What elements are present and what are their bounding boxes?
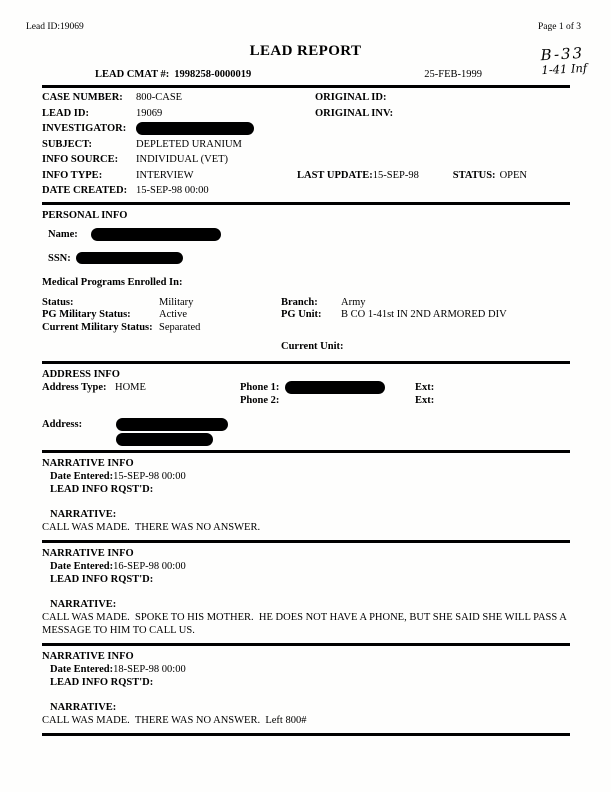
section-divider [42, 361, 570, 364]
info-type-row [42, 168, 570, 184]
info-source-label: INFO SOURCE: [42, 154, 119, 165]
section-divider [42, 733, 570, 736]
spacer [42, 394, 240, 407]
last-update-label: LAST UPDATE: [297, 169, 373, 181]
narrative-section-3 [42, 643, 570, 730]
address-row-2 [42, 433, 570, 446]
status-value: Military [159, 296, 194, 308]
ext1-label: Ext: [415, 381, 435, 393]
date-entered-value: 16-SEP-98 00:00 [113, 560, 186, 572]
info-source-value: INDIVIDUAL (VET) [136, 154, 229, 165]
phone2-row [42, 394, 570, 407]
status-value: OPEN [499, 169, 527, 181]
current-military-status-value: Separated [159, 321, 201, 333]
narrative-text: CALL WAS MADE. THERE WAS NO ANSWER. Left 800# [42, 714, 307, 726]
info-type-value: INTERVIEW [136, 169, 194, 181]
ssn-row [42, 250, 570, 267]
pg-unit-value: B CO 1-41st IN 2ND ARMORED DIV [341, 309, 507, 320]
date-created-value: 15-SEP-98 00:00 [136, 185, 209, 196]
name-row [42, 226, 570, 243]
redaction-bar [285, 381, 385, 394]
case-info-section [42, 90, 570, 199]
redaction-bar [136, 122, 254, 135]
subject-label: SUBJECT: [42, 138, 92, 150]
current-military-status-row [42, 322, 570, 335]
handwritten-unit: 1-41 Inf [541, 61, 588, 78]
date-entered-label: Date Entered: [50, 663, 114, 675]
narrative-info-title: NARRATIVE INFO [42, 457, 134, 469]
redaction-bar [76, 252, 183, 264]
date-entered-row [42, 470, 570, 483]
redaction-bar [116, 418, 228, 431]
address-type-label: Address Type: [42, 381, 107, 393]
subject-value: DEPLETED URANIUM [136, 138, 242, 150]
case-number-label: CASE NUMBER: [42, 92, 123, 103]
section-divider [42, 643, 570, 646]
subject-row [42, 137, 570, 153]
pg-military-status-row [42, 309, 570, 322]
report-body [42, 85, 570, 736]
info-source-row [42, 152, 570, 168]
personal-info-section [42, 207, 570, 354]
investigator-row [42, 121, 570, 137]
narrative-section-1 [42, 450, 570, 537]
branch-label: Branch: [281, 296, 318, 308]
ext2-label: Ext: [415, 394, 435, 406]
pg-military-status-value: Active [159, 309, 187, 320]
date-created-label: DATE CREATED: [42, 185, 128, 196]
narrative-info-title: NARRATIVE INFO [42, 547, 134, 559]
spacer [42, 689, 570, 701]
top-bar [0, 0, 611, 32]
page-number: Page 1 of 3 [537, 22, 581, 32]
original-inv-label: ORIGINAL INV: [315, 107, 394, 119]
date-entered-label: Date Entered: [50, 560, 114, 572]
date-entered-row [42, 663, 570, 676]
current-unit-label: Current Unit: [281, 341, 344, 352]
pg-military-status-label: PG Military Status: [42, 309, 131, 320]
redaction-bar [116, 433, 213, 446]
current-military-status-label: Current Military Status: [42, 321, 153, 333]
address-label: Address: [42, 418, 83, 430]
handwritten-b33: B-33 [540, 43, 585, 65]
last-update-value: 15-SEP-98 [372, 169, 419, 181]
case-number-row [42, 90, 570, 106]
pg-unit-label: PG Unit: [281, 309, 322, 320]
report-date: 25-FEB-1999 [424, 69, 482, 80]
narrative-text: CALL WAS MADE. SPOKE TO HIS MOTHER. HE DOES NOT HAVE A PHONE, BUT SHE SAID SHE WILL PASS A MESSAGE TO HIM TO CALL US. [42, 611, 569, 636]
narrative-label: NARRATIVE: [50, 598, 117, 610]
report-subheader [0, 69, 611, 80]
medical-programs-label: Medical Programs Enrolled In: [42, 276, 183, 288]
redaction-bar [91, 228, 221, 241]
date-entered-value: 18-SEP-98 00:00 [113, 663, 186, 675]
cmat-label: LEAD CMAT #: [95, 69, 170, 80]
info-type-label: INFO TYPE: [42, 169, 103, 181]
case-number-value: 800-CASE [136, 92, 183, 103]
lead-id-header: Lead ID:19069 [26, 22, 84, 32]
status-label: STATUS: [452, 169, 496, 181]
address-row [42, 416, 570, 433]
narrative-info-title: NARRATIVE INFO [42, 650, 134, 662]
lead-info-rqstd-label: LEAD INFO RQST'D: [50, 573, 154, 585]
lead-id-label: LEAD ID: [42, 107, 89, 119]
original-id-label: ORIGINAL ID: [315, 92, 387, 103]
section-divider [42, 540, 570, 543]
date-created-row [42, 183, 570, 199]
date-entered-label: Date Entered: [50, 470, 114, 482]
narrative-label: NARRATIVE: [50, 508, 117, 520]
address-info-section [42, 366, 570, 446]
section-divider [42, 85, 570, 88]
personal-info-title: PERSONAL INFO [42, 209, 128, 221]
phone1-label: Phone 1: [240, 381, 280, 393]
address-type-row [42, 381, 570, 394]
narrative-text: CALL WAS MADE. THERE WAS NO ANSWER. [42, 521, 261, 533]
investigator-label: INVESTIGATOR: [42, 123, 127, 134]
narrative-label: NARRATIVE: [50, 701, 117, 713]
section-divider [42, 202, 570, 205]
handwritten-annotation [541, 45, 588, 78]
spacer [42, 586, 570, 598]
name-label: Name: [48, 228, 78, 240]
address-info-title: ADDRESS INFO [42, 368, 120, 380]
branch-value: Army [341, 296, 366, 308]
ssn-label: SSN: [48, 252, 71, 264]
date-entered-value: 15-SEP-98 00:00 [113, 470, 186, 482]
section-divider [42, 450, 570, 453]
lead-info-rqstd-label: LEAD INFO RQST'D: [50, 483, 154, 495]
lead-id-value: 19069 [136, 107, 163, 119]
page-title: LEAD REPORT [249, 43, 362, 59]
lead-id-row [42, 106, 570, 122]
address-type-value: HOME [115, 381, 146, 393]
current-unit-row [42, 341, 570, 354]
phone2-label: Phone 2: [240, 394, 280, 406]
cmat-value: 1998258-0000019 [174, 69, 252, 80]
spacer [42, 496, 570, 508]
military-status-block [42, 297, 570, 335]
status-label: Status: [42, 296, 74, 308]
lead-info-rqstd-label: LEAD INFO RQST'D: [50, 676, 154, 688]
date-entered-row [42, 560, 570, 573]
status-row [42, 297, 570, 310]
narrative-section-2 [42, 540, 570, 640]
